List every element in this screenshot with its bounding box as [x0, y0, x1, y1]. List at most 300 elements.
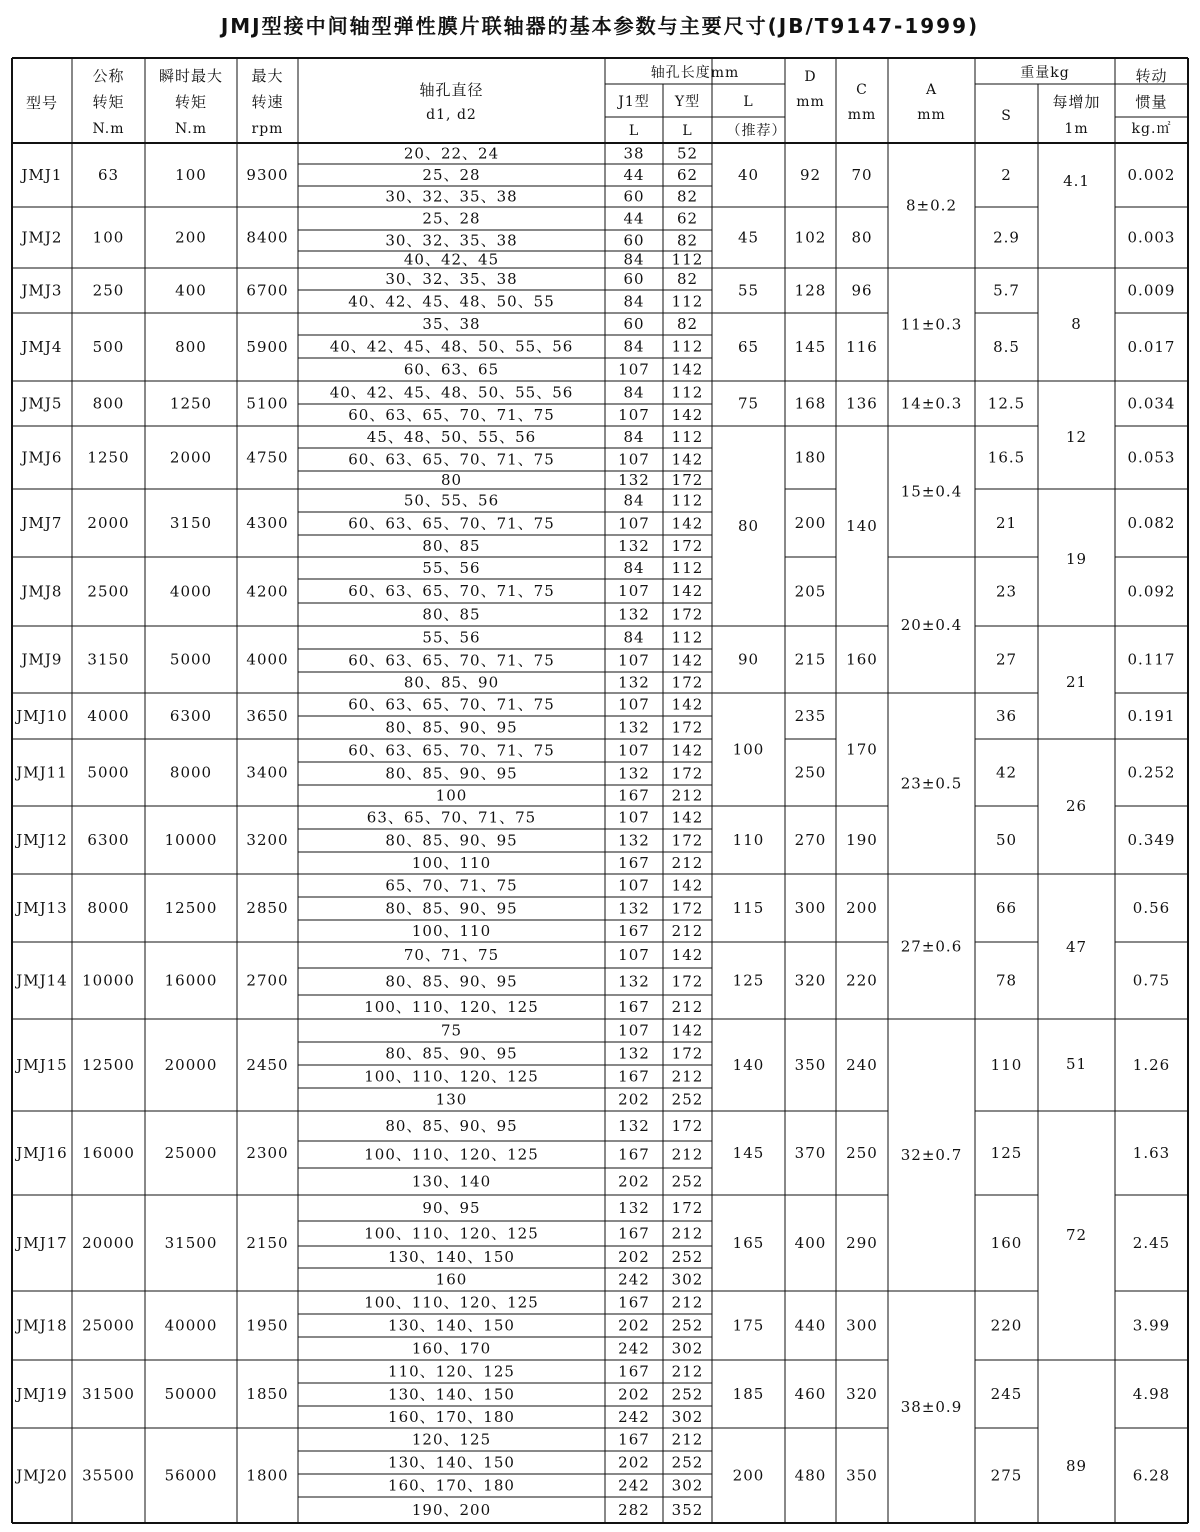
per-meter-weight-cell: 12: [1065, 428, 1088, 446]
shaft-diameters: 55、56: [422, 559, 481, 577]
j-type-length: 60: [623, 270, 645, 288]
header-weight: 重量kg: [1020, 65, 1070, 81]
a-group-cell: 20±0.4: [900, 616, 963, 634]
j-type-length: 60: [623, 187, 645, 206]
j-type-length: 242: [618, 1270, 650, 1289]
y-type-length: 112: [671, 383, 704, 402]
j-type-length: 107: [618, 876, 650, 895]
c-group-cell: 140: [846, 517, 878, 535]
torque-cell: 250: [92, 281, 125, 300]
header-y-type-l: L: [682, 123, 693, 139]
j-type-length: 132: [618, 1199, 650, 1217]
y-type-length: 172: [671, 1117, 704, 1135]
inertia-cell: 0.053: [1127, 448, 1176, 467]
shaft-diameters: 80、85、90、95: [385, 764, 518, 783]
c-group-cell: 350: [846, 1466, 878, 1485]
j-type-length: 84: [623, 337, 645, 356]
shaft-diameters: 100、110、120、125: [364, 998, 539, 1016]
header-inertia: 转动: [1135, 67, 1168, 85]
y-type-length: 112: [671, 250, 704, 269]
a-group-cell: 32±0.7: [900, 1146, 963, 1164]
model-cell: JMJ8: [21, 582, 63, 601]
header-peak: 瞬时最大: [158, 67, 224, 85]
inertia-cell: 0.75: [1132, 971, 1171, 990]
peak-torque-cell: 20000: [164, 1056, 218, 1074]
c-group-cell: 190: [846, 831, 878, 849]
y-type-length: 172: [671, 718, 704, 737]
per-meter-weight-cell: 26: [1065, 797, 1088, 815]
shaft-diameters: 30、32、35、38: [385, 270, 518, 288]
model-cell: JMJ20: [16, 1466, 68, 1485]
speed-cell: 1800: [246, 1466, 289, 1485]
header-a-unit: mm: [917, 107, 946, 123]
j-type-length: 107: [618, 651, 650, 670]
j-type-length: 107: [618, 514, 650, 533]
y-type-length: 252: [671, 1090, 704, 1109]
shaft-diameters: 100、110、120、125: [364, 1224, 539, 1243]
y-type-length: 302: [671, 1476, 704, 1495]
j-type-length: 132: [618, 471, 650, 489]
speed-cell: 3200: [246, 831, 289, 849]
l-group-cell: 165: [732, 1234, 765, 1252]
peak-torque-cell: 40000: [164, 1316, 218, 1335]
c-group-cell: 240: [846, 1056, 878, 1074]
y-type-length: 252: [671, 1316, 704, 1335]
c-group-cell: 80: [851, 228, 873, 247]
y-type-length: 62: [676, 166, 699, 184]
torque-cell: 5000: [87, 763, 130, 782]
j-type-length: 107: [618, 582, 650, 600]
j-type-length: 132: [618, 764, 650, 783]
shaft-diameters: 60、63、65: [403, 360, 500, 379]
j-type-length: 202: [618, 1385, 650, 1404]
weight-s-cell: 8.5: [993, 338, 1020, 356]
header-inertia: 惯量: [1135, 93, 1168, 111]
y-type-length: 52: [676, 144, 699, 163]
shaft-diameters: 60、63、65、70、71、75: [348, 582, 555, 600]
speed-cell: 4000: [246, 650, 289, 669]
weight-s-cell: 16.5: [987, 448, 1026, 467]
y-type-length: 82: [676, 231, 699, 250]
speed-cell: 8400: [246, 228, 289, 247]
shaft-diameters: 60、63、65、70、71、75: [348, 406, 555, 424]
header-speed: 转速: [251, 93, 284, 111]
d-group-cell: 370: [794, 1144, 827, 1162]
j-type-length: 167: [618, 998, 650, 1016]
inertia-cell: 0.009: [1127, 281, 1176, 300]
d-group-cell: 460: [794, 1385, 827, 1403]
shaft-diameters: 80、85、90、95: [385, 972, 518, 991]
j-type-length: 167: [618, 922, 650, 940]
torque-cell: 25000: [82, 1316, 135, 1335]
y-type-length: 142: [671, 946, 704, 964]
j-type-length: 132: [618, 718, 650, 737]
j-type-length: 107: [618, 808, 650, 827]
l-group-cell: 110: [732, 831, 765, 849]
y-type-length: 252: [671, 1453, 704, 1472]
d-group-cell: 145: [794, 338, 827, 356]
torque-cell: 8000: [87, 899, 130, 917]
d-group-cell: 400: [794, 1234, 827, 1252]
shaft-diameters: 110、120、125: [388, 1362, 515, 1381]
shaft-diameters: 60、63、65、70、71、75: [348, 514, 555, 533]
c-group-cell: 136: [846, 394, 878, 413]
torque-cell: 35500: [82, 1466, 135, 1485]
l-group-cell: 175: [732, 1316, 765, 1335]
model-cell: JMJ2: [21, 228, 63, 247]
shaft-diameters: 80、85、90、95: [385, 718, 518, 737]
model-cell: JMJ14: [16, 971, 68, 990]
speed-cell: 1850: [246, 1385, 289, 1403]
j-type-length: 44: [623, 166, 645, 184]
y-type-length: 302: [671, 1339, 704, 1358]
per-meter-weight-cell: 19: [1065, 550, 1088, 568]
y-type-length: 142: [671, 514, 704, 533]
j-type-length: 167: [618, 1067, 650, 1086]
model-cell: JMJ15: [16, 1056, 68, 1074]
speed-cell: 9300: [246, 166, 289, 184]
header-per-meter-unit: 1m: [1064, 121, 1089, 137]
j-type-length: 84: [623, 559, 645, 577]
y-type-length: 172: [671, 972, 704, 991]
j-type-length: 132: [618, 1117, 650, 1135]
y-type-length: 212: [671, 1067, 704, 1086]
c-group-cell: 250: [846, 1144, 878, 1162]
d-group-cell: 168: [794, 394, 827, 413]
torque-cell: 16000: [82, 1144, 135, 1162]
model-cell: JMJ1: [21, 166, 63, 184]
shaft-diameters: 35、38: [422, 315, 481, 333]
j-type-length: 202: [618, 1453, 650, 1472]
peak-torque-cell: 800: [175, 338, 207, 356]
peak-torque-cell: 25000: [164, 1144, 218, 1162]
peak-torque-cell: 2000: [169, 448, 213, 467]
shaft-diameters: 55、56: [422, 628, 481, 647]
j-type-length: 38: [623, 144, 645, 163]
l-group-cell: 80: [737, 517, 760, 535]
y-type-length: 142: [671, 1021, 704, 1040]
model-cell: JMJ5: [21, 394, 63, 413]
weight-s-cell: 36: [995, 707, 1018, 725]
d-group-cell: 350: [794, 1056, 827, 1074]
shaft-diameters: 40、42、45: [403, 250, 500, 269]
j-type-length: 107: [618, 1021, 650, 1040]
peak-torque-cell: 16000: [164, 971, 218, 990]
d-group-cell: 440: [794, 1316, 827, 1335]
y-type-length: 252: [671, 1172, 704, 1191]
speed-cell: 4300: [246, 514, 289, 532]
shaft-diameters: 130、140、150: [388, 1316, 515, 1335]
c-group-cell: 160: [846, 650, 878, 669]
header-speed: 最大: [251, 67, 284, 85]
j-type-length: 167: [618, 1293, 650, 1312]
shaft-diameters: 130、140、150: [388, 1248, 515, 1266]
shaft-diameters: 80、85、90、95: [385, 899, 518, 918]
d-group-cell: 235: [794, 707, 827, 725]
per-meter-weight-cell: 89: [1065, 1457, 1088, 1475]
header-s: S: [1001, 108, 1012, 124]
inertia-cell: 0.349: [1127, 831, 1176, 849]
model-cell: JMJ19: [16, 1385, 68, 1403]
y-type-length: 142: [671, 406, 704, 424]
d-group-cell: 200: [794, 514, 827, 532]
speed-cell: 2700: [246, 971, 289, 990]
shaft-diameters: 20、22、24: [403, 144, 500, 163]
shaft-diameters: 90、95: [422, 1199, 481, 1217]
model-cell: JMJ7: [21, 514, 63, 532]
inertia-cell: 2.45: [1132, 1234, 1171, 1252]
weight-s-cell: 42: [995, 763, 1018, 782]
d-group-cell: 250: [794, 763, 827, 782]
y-type-length: 142: [671, 582, 704, 600]
header-shaft-symbols: d1, d2: [426, 107, 477, 123]
peak-torque-cell: 12500: [164, 899, 218, 917]
torque-cell: 63: [97, 166, 120, 184]
y-type-length: 252: [671, 1248, 704, 1266]
speed-cell: 3400: [246, 763, 289, 782]
weight-s-cell: 12.5: [987, 394, 1026, 413]
inertia-cell: 3.99: [1132, 1316, 1171, 1335]
shaft-diameters: 63、65、70、71、75: [366, 808, 537, 827]
speed-cell: 1950: [246, 1316, 289, 1335]
inertia-cell: 1.26: [1132, 1056, 1171, 1074]
shaft-diameters: 100、110、120、125: [364, 1293, 539, 1312]
header-model: 型号: [25, 94, 59, 112]
peak-torque-cell: 5000: [169, 650, 213, 669]
model-cell: JMJ12: [16, 831, 68, 849]
inertia-cell: 4.98: [1132, 1385, 1171, 1403]
y-type-length: 302: [671, 1270, 704, 1289]
speed-cell: 4200: [246, 582, 289, 601]
d-group-cell: 270: [794, 831, 827, 849]
shaft-diameters: 40、42、45、48、50、55: [348, 292, 555, 311]
y-type-length: 352: [671, 1501, 704, 1519]
y-type-length: 172: [671, 899, 704, 918]
j-type-length: 107: [618, 741, 650, 760]
y-type-length: 212: [671, 1362, 704, 1381]
j-type-length: 84: [623, 250, 645, 269]
per-meter-weight-cell: 47: [1065, 938, 1088, 956]
shaft-diameters: 100、110: [411, 854, 492, 872]
l-group-cell: 45: [737, 228, 760, 247]
j-type-length: 132: [618, 1044, 650, 1063]
d-group-cell: 205: [794, 582, 827, 601]
j-type-length: 167: [618, 1362, 650, 1381]
model-cell: JMJ18: [16, 1316, 68, 1335]
shaft-diameters: 65、70、71、75: [385, 876, 518, 895]
y-type-length: 112: [671, 491, 704, 510]
weight-s-cell: 27: [995, 650, 1018, 669]
shaft-diameters: 60、63、65、70、71、75: [348, 651, 555, 670]
y-type-length: 172: [671, 831, 704, 850]
peak-torque-cell: 400: [175, 281, 207, 300]
inertia-cell: 0.252: [1127, 763, 1176, 782]
header-peak-unit: N.m: [174, 121, 208, 137]
y-type-length: 212: [671, 1224, 704, 1243]
j-type-length: 44: [623, 209, 645, 228]
c-group-cell: 300: [846, 1316, 878, 1335]
y-type-length: 142: [671, 450, 704, 469]
shaft-diameters: 30、32、35、38: [385, 231, 518, 250]
shaft-diameters: 75: [440, 1021, 463, 1040]
speed-cell: 4750: [246, 448, 289, 467]
shaft-diameters: 40、42、45、48、50、55、56: [329, 337, 574, 356]
shaft-diameters: 80: [440, 471, 463, 489]
d-group-cell: 320: [794, 971, 827, 990]
j-type-length: 202: [618, 1172, 650, 1191]
a-group-cell: 38±0.9: [900, 1398, 963, 1416]
y-type-length: 212: [671, 854, 704, 872]
inertia-cell: 0.56: [1132, 899, 1171, 917]
a-group-cell: 23±0.5: [900, 774, 963, 793]
j-type-length: 202: [618, 1248, 650, 1266]
d-group-cell: 102: [794, 228, 827, 247]
weight-s-cell: 78: [995, 971, 1018, 990]
peak-torque-cell: 50000: [164, 1385, 218, 1403]
l-group-cell: 145: [732, 1144, 765, 1162]
per-meter-weight-cell: 72: [1065, 1226, 1088, 1244]
shaft-diameters: 130: [435, 1090, 468, 1109]
torque-cell: 800: [92, 394, 125, 413]
j-type-length: 60: [623, 315, 645, 333]
weight-s-cell: 2.9: [993, 228, 1020, 247]
c-group-cell: 116: [846, 338, 878, 356]
per-meter-weight-cell: 8: [1071, 315, 1082, 333]
torque-cell: 6300: [87, 831, 130, 849]
c-group-cell: 290: [846, 1234, 878, 1252]
y-type-length: 142: [671, 360, 704, 379]
y-type-length: 142: [671, 808, 704, 827]
inertia-cell: 0.092: [1127, 582, 1176, 601]
a-group-cell: 11±0.3: [900, 315, 963, 334]
y-type-length: 172: [671, 605, 704, 624]
header-j-type-l: L: [628, 123, 640, 139]
shaft-diameters: 160、170、180: [388, 1408, 515, 1426]
j-type-length: 167: [618, 1145, 650, 1164]
j-type-length: 84: [623, 383, 645, 402]
y-type-length: 212: [671, 998, 704, 1016]
peak-torque-cell: 6300: [169, 707, 213, 725]
torque-cell: 1250: [87, 448, 130, 467]
d-group-cell: 480: [794, 1466, 827, 1485]
model-cell: JMJ16: [16, 1144, 68, 1162]
y-type-length: 212: [671, 1293, 704, 1312]
j-type-length: 107: [618, 946, 650, 964]
shaft-diameters: 80、85: [422, 537, 481, 555]
weight-s-cell: 275: [990, 1466, 1023, 1485]
header-peak: 转矩: [174, 93, 208, 111]
speed-cell: 5100: [246, 394, 289, 413]
shaft-diameters: 160、170: [411, 1339, 492, 1358]
weight-s-cell: 23: [995, 582, 1018, 601]
header-d: D: [804, 69, 817, 85]
d-group-cell: 92: [799, 166, 822, 184]
j-type-length: 242: [618, 1408, 650, 1426]
y-type-length: 142: [671, 876, 704, 895]
inertia-cell: 6.28: [1132, 1466, 1171, 1485]
y-type-length: 142: [671, 651, 704, 670]
shaft-diameters: 60、63、65、70、71、75: [348, 695, 555, 714]
peak-torque-cell: 8000: [169, 763, 213, 782]
l-group-cell: 200: [732, 1466, 765, 1485]
page-title: JMJ型接中间轴型弹性膜片联轴器的基本参数与主要尺寸(JB/T9147-1999): [220, 14, 980, 38]
inertia-cell: 0.002: [1127, 166, 1176, 184]
c-group-cell: 320: [846, 1385, 878, 1403]
peak-torque-cell: 31500: [164, 1234, 218, 1252]
speed-cell: 2850: [246, 899, 289, 917]
y-type-length: 172: [671, 673, 704, 692]
torque-cell: 2000: [87, 514, 130, 532]
l-group-cell: 140: [732, 1056, 765, 1074]
y-type-length: 172: [671, 764, 704, 783]
y-type-length: 252: [671, 1385, 704, 1404]
y-type-length: 112: [671, 559, 704, 577]
header-c: C: [856, 82, 868, 98]
c-group-cell: 70: [851, 166, 873, 184]
torque-cell: 31500: [82, 1385, 135, 1403]
header-per-meter: 每增加: [1052, 93, 1101, 111]
header-a: A: [925, 82, 938, 98]
weight-s-cell: 66: [995, 899, 1018, 917]
header-c-unit: mm: [847, 107, 877, 123]
shaft-diameters: 190、200: [411, 1501, 492, 1519]
weight-s-cell: 220: [990, 1316, 1023, 1335]
torque-cell: 12500: [82, 1056, 135, 1074]
l-group-cell: 75: [737, 394, 760, 413]
j-type-length: 167: [618, 854, 650, 872]
shaft-diameters: 60、63、65、70、71、75: [348, 450, 555, 469]
inertia-cell: 0.191: [1127, 707, 1176, 725]
header-torque-unit: N.m: [92, 121, 125, 137]
j-type-length: 167: [618, 1430, 650, 1449]
weight-s-cell: 160: [990, 1234, 1023, 1252]
l-group-cell: 100: [732, 740, 765, 759]
y-type-length: 112: [671, 292, 704, 311]
weight-s-cell: 245: [990, 1385, 1023, 1403]
j-type-length: 242: [618, 1476, 650, 1495]
header-shaft-diameter: 轴孔直径: [419, 81, 484, 99]
c-group-cell: 170: [846, 740, 878, 759]
shaft-diameters: 100: [435, 786, 468, 805]
torque-cell: 4000: [87, 707, 130, 725]
weight-s-cell: 21: [995, 514, 1018, 532]
shaft-diameters: 100、110、120、125: [364, 1067, 539, 1086]
c-group-cell: 200: [846, 899, 878, 917]
shaft-diameters: 80、85、90、95: [385, 1044, 518, 1063]
j-type-length: 84: [623, 292, 645, 311]
j-type-length: 107: [618, 406, 650, 424]
c-group-cell: 96: [851, 281, 873, 300]
y-type-length: 142: [671, 695, 704, 714]
inertia-cell: 0.017: [1127, 338, 1176, 356]
y-type-length: 212: [671, 786, 704, 805]
j-type-length: 107: [618, 450, 650, 469]
a-group-cell: 14±0.3: [900, 394, 963, 413]
shaft-diameters: 50、55、56: [403, 491, 500, 510]
y-type-length: 212: [671, 1145, 704, 1164]
j-type-length: 132: [618, 673, 650, 692]
shaft-diameters: 30、32、35、38: [385, 187, 518, 206]
model-cell: JMJ9: [21, 650, 63, 669]
header-j-type: J1型: [618, 94, 650, 110]
y-type-length: 82: [676, 187, 699, 206]
torque-cell: 20000: [82, 1234, 135, 1252]
speed-cell: 6700: [246, 281, 289, 300]
y-type-length: 172: [671, 537, 704, 555]
peak-torque-cell: 56000: [164, 1466, 218, 1485]
header-inertia-unit: kg.㎡: [1131, 121, 1172, 137]
j-type-length: 132: [618, 537, 650, 555]
